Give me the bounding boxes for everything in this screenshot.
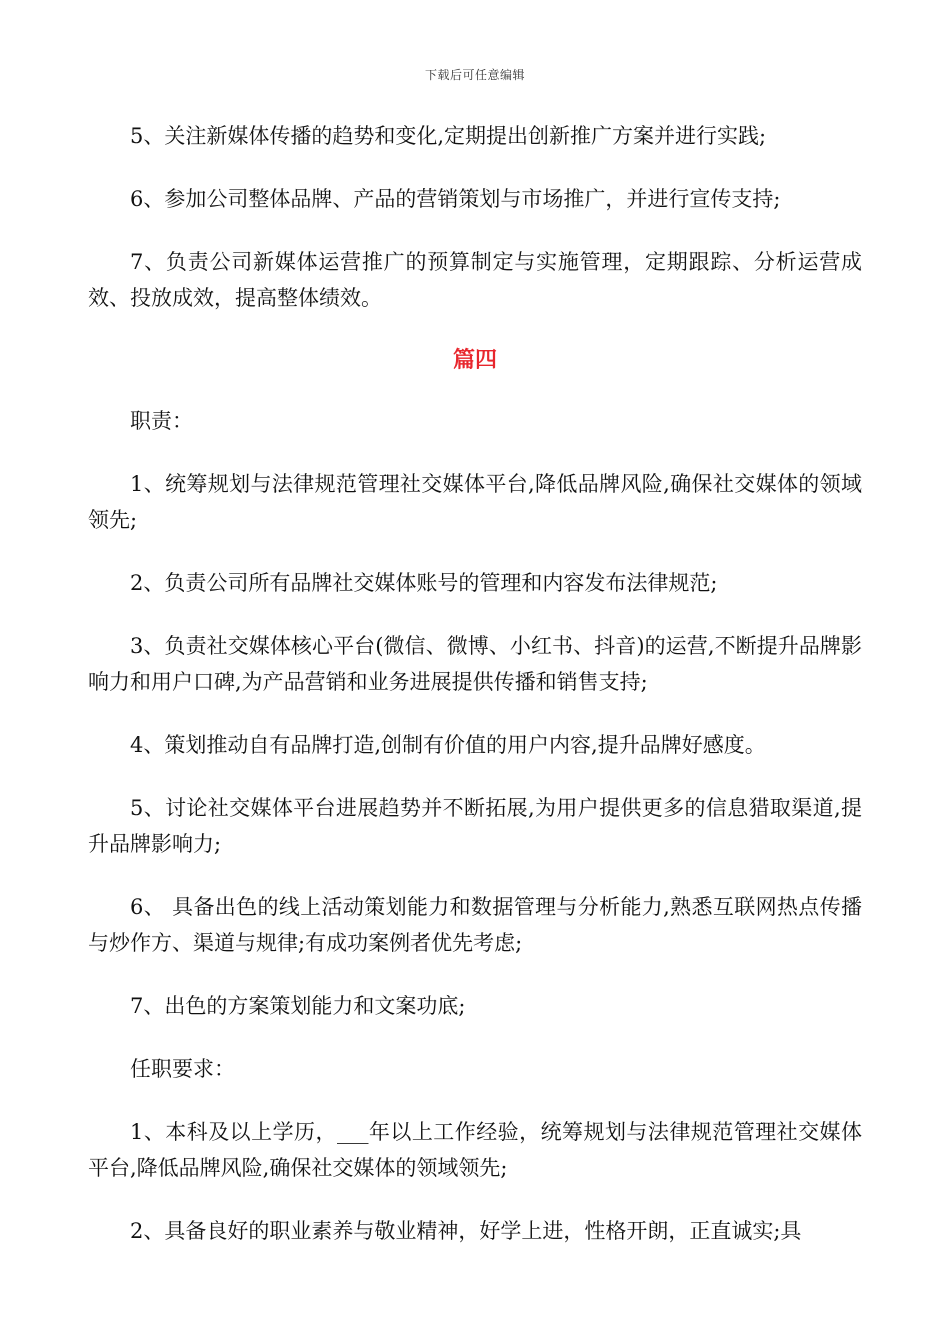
paragraph: 5、关注新媒体传播的趋势和变化,定期提出创新推广方案并进行实践;: [130, 124, 767, 148]
paragraph: 5、讨论社交媒体平台进展趋势并不断拓展,为用户提供更多的信息猎取渠道,提升品牌影响力;: [88, 796, 862, 856]
paragraph: 1、统筹规划与法律规范管理社交媒体平台,降低品牌风险,确保社交媒体的领域领先;: [88, 472, 862, 532]
paragraph: 7、出色的方案策划能力和文案功底;: [130, 994, 466, 1018]
paragraph: 6、参加公司整体品牌、产品的营销策划与市场推广，并进行宣传支持;: [130, 187, 781, 211]
paragraph: 4、策划推动自有品牌打造,创制有价值的用户内容,提升品牌好感度。: [130, 733, 766, 757]
header-note: 下载后可任意编辑: [424, 68, 525, 82]
paragraph: 2、负责公司所有品牌社交媒体账号的管理和内容发布法律规范;: [130, 571, 718, 595]
paragraph: 职责：: [130, 409, 193, 433]
paragraph: 7、负责公司新媒体运营推广的预算制定与实施管理，定期跟踪、分析运营成效、投放成效，提高整体绩效。: [88, 250, 862, 310]
paragraph: 6、 具备出色的线上活动策划能力和数据管理与分析能力,熟悉互联网热点传播与炒作方、渠道与规律;有成功案例者优先考虑;: [88, 895, 862, 955]
paragraph: 2、具备良好的职业素养与敬业精神，好学上进，性格开朗，正直诚实;具: [130, 1219, 802, 1243]
paragraph: 1、本科及以上学历，___年以上工作经验，统筹规划与法律规范管理社交媒体平台,降低品牌风险,确保社交媒体的领域领先;: [88, 1120, 862, 1180]
section-title: 篇四: [452, 348, 497, 373]
paragraph: 任职要求：: [130, 1057, 235, 1081]
document-body: [88, 118, 862, 1276]
paragraph: 3、负责社交媒体核心平台(微信、微博、小红书、抖音)的运营,不断提升品牌影响力和用户口碑,为产品营销和业务进展提供传播和销售支持;: [88, 634, 862, 694]
